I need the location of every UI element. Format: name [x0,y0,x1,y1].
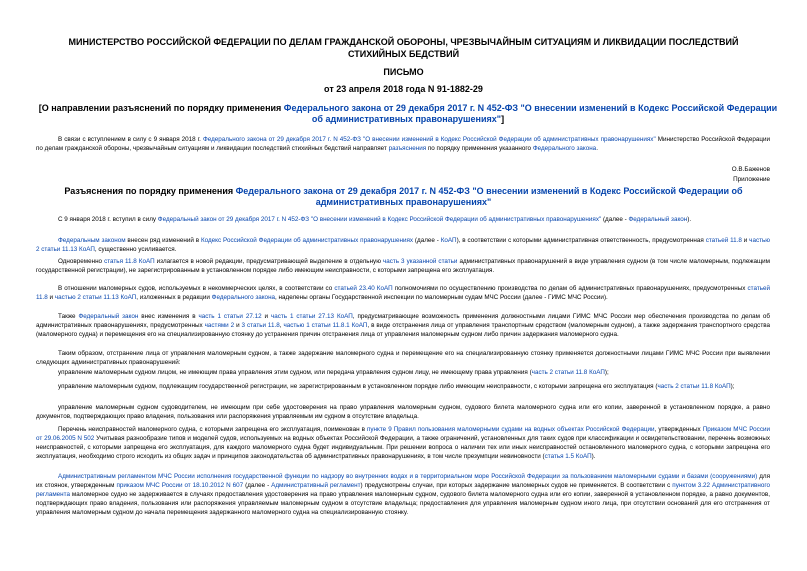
text: (далее - [413,237,441,244]
article-link[interactable]: часть 2 статьи 11.8 КоАП [531,369,605,376]
ministry-title: МИНИСТЕРСТВО РОССИЙСКОЙ ФЕДЕРАЦИИ ПО ДЕЛАМ ГРАЖДАНСКОЙ ОБОРОНЫ, ЧРЕЗВЫЧАЙНЫМ СИТУАЦИЯМ И ЛИКВИДАЦИИ ПОСЛЕДСТВИЙ СТИХИЙНЫХ БЕДСТВИЙ [68,37,739,59]
text: , предусматривающие возможность применения должностными лицами ГИМС МЧС России мер обеспечения производства по делам об административных правонарушениях, предусмотренных [36,313,770,329]
text: и [261,313,271,320]
text: полномочиями по осуществлению производства по делам об административных правонарушениях, предусмотренных [392,285,748,292]
text: управление маломерным судном судоводителем, не имеющим при себе удостоверения на право управления маломерным судном, судового билета маломерного судна или его копии, заверенной в установленном порядке, а равно документов, подтверждающих право владения, пользования или распоряжения управляемым им судном в отсутствие владельца. [36,404,770,420]
paragraph-1 [36,215,770,224]
law-link[interactable]: Федерального закона [532,145,597,152]
appendix-heading [60,186,747,208]
text: внес изменения в [138,313,199,320]
article-link[interactable]: статья 1.5 КоАП [544,453,592,460]
paragraph-9 [36,403,770,421]
explanations-link[interactable]: разъяснения [388,145,427,152]
code-link[interactable]: Кодекс Российской Федерации об административных правонарушениях [200,237,414,244]
law-link[interactable]: Федеральный закон от 29 декабря 2017 г. N 452-ФЗ "О внесении изменений в Кодекс Российской Федерации об административных правонарушениях" [157,216,602,223]
text: ); [604,369,609,376]
paragraph-7 [36,368,770,377]
article-link[interactable]: частью 2 статьи 11.13 КоАП [54,294,137,301]
text: маломерное судно не задерживается в случаях предоставления удостоверения на право управления маломерным судном, судового билета маломерного судна или его копии, заверенной в установленном порядке, а равно документов, подтверждающих право владения, пользования или распоряжения управляемым маломерным судном в отсутствие владельца; предоставления для управления маломерным судном иного лица, при отсутствии оснований для его отстранения от управления маломерным судном до начала перемещения задержанного маломерного судна на специализированную стоянку. [36,491,770,516]
text: ), в соответствии с которыми административная ответственность, предусмотренная [456,237,706,244]
text: , в виде отстранения лица от управления транспортным средством (маломерным судном), а также задержания транспортного средства (маломерного судна) и перемещения его на специализированную стоянку до устранения причин отстранения лица от управления маломерным судном либо причин задержания маломерного судна. [36,322,770,338]
text: внесен ряд изменений в [125,237,201,244]
text: , существенно усиливается. [94,246,177,253]
text: административных правонарушений в виде управления судном (в том числе маломерным, подлежащим государственной регистрации), не зарегистрированным в установленном порядке либо имеющим неисправности, с которыми запрещена его эксплуатация. [36,258,771,274]
text: (далее - [601,216,629,223]
appendix-label: Приложение [733,176,770,183]
article-link[interactable]: частью 2 статьи 11.13 КоАП [36,237,770,253]
text: для их стоянок, утвержденным [36,473,770,489]
article-link[interactable]: часть 2 статьи 11.8 КоАП [657,383,731,390]
regulation-clause-link[interactable]: пунктом 3.22 Административного регламента [36,482,770,498]
text: . [596,145,598,152]
paragraph-5 [36,312,770,339]
order-link[interactable]: Приказом МЧС России от 29.06.2005 N 502 [36,426,771,442]
law-link[interactable]: Федеральный закон [628,216,688,223]
law-link[interactable]: Федерального закона [211,294,276,301]
text: (далее - [243,482,272,489]
text: излагается в новой редакции, предусматривающей выделение в отдельную [154,258,383,265]
document-subject [36,103,780,125]
article-link[interactable]: статьей 11.8 [705,237,742,244]
text: , [279,322,284,329]
subject-suffix: ] [501,114,505,124]
text: , наделены органы Государственной инспекции по маломерным судам МЧС России (далее - ГИМС МЧС России). [275,294,608,301]
paragraph-8 [36,382,770,391]
text: по порядку применения указанного [426,145,533,152]
text: В связи с вступлением в силу с 9 января 2018 г. [58,136,203,143]
text: ) предусмотрены случаи, при которых задержание маломерных судов не применяется. В соответствии с [360,482,673,489]
paragraph-6 [36,349,770,367]
text: управление маломерным судном лицом, не имеющим права управления этим судном, или передача управления судном лицу, не имеющему права управления ( [58,369,532,376]
text: , утвержденных [654,426,703,433]
text: и [741,237,750,244]
heading-prefix: Разъяснения по порядку применения [64,186,236,196]
text: и [47,294,55,301]
subject-law-link[interactable]: Федерального закона от 29 декабря 2017 г. N 452-ФЗ "О внесении изменений в Кодекс Российской Федерации об административных правонарушениях" [283,103,778,124]
heading-law-link[interactable]: Федерального закона от 29 декабря 2017 г. N 452-ФЗ "О внесении изменений в Кодекс Российской Федерации об административных правонарушениях" [235,186,743,207]
article-link[interactable]: частью 1 статьи 11.8.1 КоАП [283,322,368,329]
text: ). [687,216,692,223]
text: ). [591,453,596,460]
text: управление маломерным судном, подлежащим государственной регистрации, не зарегистрированным в установленном порядке либо имеющим неисправности, с которыми запрещена его эксплуатация ( [58,383,658,390]
rules-link[interactable]: пункте 9 Правил пользования маломерными судами на водных объектах Российской Федерации [366,426,655,433]
article-link[interactable]: часть 1 статьи 27.12 [198,313,262,320]
law-link[interactable]: Федеральный закон [78,313,139,320]
text: Перечень неисправностей маломерного судна, с которыми запрещена его эксплуатация, поименован в [58,426,367,433]
order-link[interactable]: приказом МЧС России от 18.10.2012 N 607 [116,482,244,489]
law-link[interactable]: Федеральным законом [58,237,126,244]
text: В отношении маломерных судов, используемых в некоммерческих целях, в соответствии со [58,285,335,292]
paragraph-10 [36,425,770,461]
text: Одновременно [58,258,105,265]
article-link[interactable]: часть 1 статьи 27.13 КоАП [270,313,353,320]
article-link[interactable]: частями 2 [204,322,235,329]
paragraph-2 [36,236,770,254]
text: , изложенных в редакции [136,294,212,301]
paragraph-3 [36,257,770,275]
text: С 9 января 2018 г. вступил в силу [58,216,158,223]
document-type: ПИСЬМО [383,67,424,77]
signer-name: О.В.Баженов [731,166,770,173]
article-link[interactable]: 3 статьи 11.8 [241,322,280,329]
text: Таким образом, отстранение лица от управления маломерным судном, а также задержание маломерного судна и перемещение его на специализированную стоянку применяется должностными лицами ГИМС МЧС России при выявлении следующих административных правонарушений: [36,350,770,366]
law-link[interactable]: Федерального закона от 29 декабря 2017 г. N 452-ФЗ "О внесении изменений в Кодекс Российской Федерации об административных правонарушениях" [202,136,656,143]
text: Также [58,313,79,320]
text: Министерство Российской Федерации по делам гражданской обороны, чрезвычайным ситуациям и ликвидации последствий стихийных бедствий направляет [36,136,770,152]
paragraph-11 [36,472,770,517]
article-link[interactable]: статья 11.8 КоАП [104,258,155,265]
article-link[interactable]: статьей 11.8 [36,285,771,301]
regulation-link[interactable]: Административным регламентом МЧС России исполнения государственной функции по надзору во внутренних водах и в территориальном море Российской Федерации за пользованием маломерными судами и базами (сооружениями) [58,473,758,480]
paragraph-4 [36,284,770,302]
regulation-link[interactable]: Административный регламент [271,482,361,489]
text: Учитывая разнообразие типов и моделей судов, используемых на водных объектах Российской Федерации, а также ограничений, установленных для таких судов при классификации и освидетельствовании, перечень возможных неисправностей, с которыми запрещена его эксплуатация, для каждого маломерного судна будет индивидуальным. При решении вопроса о наличии тех или иных неисправностей остановленного маломерного судна, с которыми запрещена его эксплуатация, необходимо строго исходить из общих задач и принципов законодательства об административных правонарушениях, в том числе презумпции невиновности ( [36,435,770,460]
text: ); [730,383,735,390]
text: и [234,322,242,329]
document-date: от 23 апреля 2018 года N 91-1882-29 [324,84,483,94]
article-link[interactable]: часть 3 указанной статьи [382,258,458,265]
article-link[interactable]: статьей 23.40 КоАП [334,285,393,292]
intro-paragraph [36,135,770,153]
subject-prefix: [О направлении разъяснений по порядку применения [38,103,284,113]
code-link[interactable]: КоАП [440,237,457,244]
